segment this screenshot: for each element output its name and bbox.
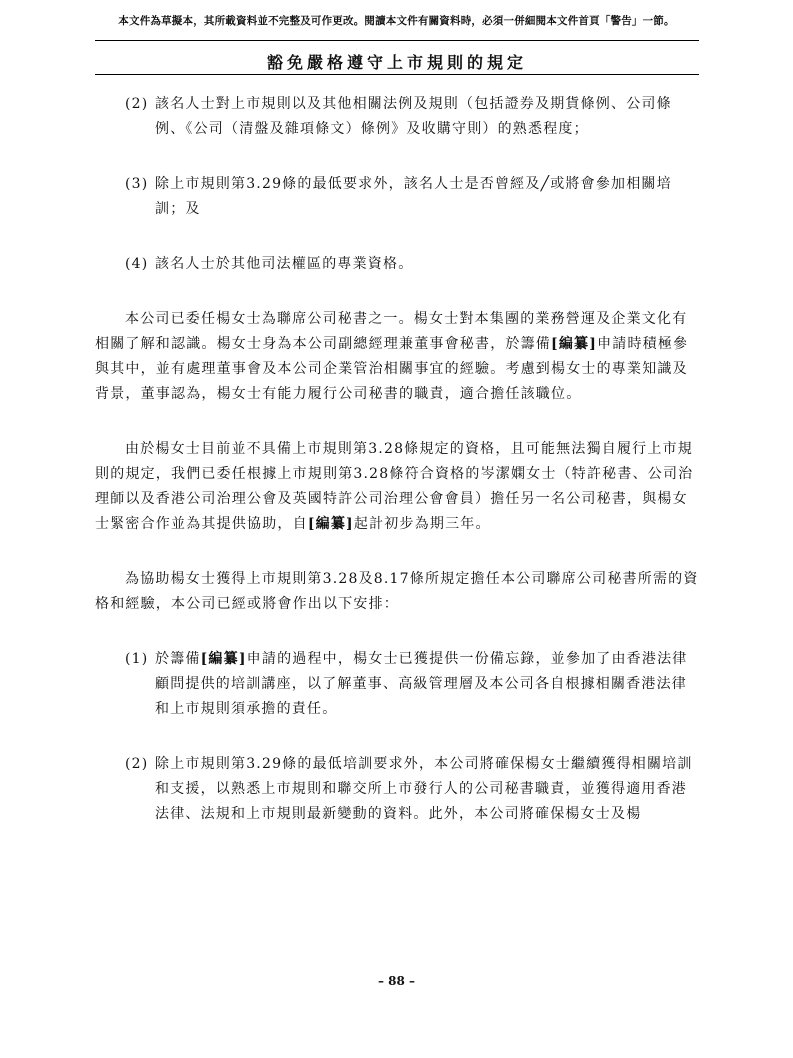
- paragraph-appointment: [95, 307, 699, 407]
- list-item-number: (4): [125, 256, 149, 272]
- paragraph-joint-secretary: [95, 437, 699, 537]
- header-rule-bottom: [95, 74, 699, 75]
- list-item: [95, 752, 699, 827]
- list-item: [95, 647, 699, 722]
- list-item-text: [155, 647, 699, 722]
- list-item-number: (1): [125, 651, 149, 667]
- redacted-marker: [編纂]: [200, 651, 247, 667]
- redacted-marker: [編纂]: [307, 516, 354, 532]
- list-item-number: (2): [125, 756, 149, 772]
- list-item: [95, 252, 699, 277]
- paragraph-text: 由於楊女士目前並不具備上市規則第3.28條規定的資格，且可能無法獨自履行上市規則的規定，我們已委任根據上市規則第3.28條符合資格的岑潔嫻女士（特許秘書、公司治理師以及香港公司治理公會及英國特許公司治理公會會員）擔任另一名公司秘書，與楊女士緊密合作並為其提供協助，自: [95, 441, 694, 532]
- paragraph-text: 起計初步為期三年。: [353, 516, 491, 532]
- list-item-text: 該名人士於其他司法權區的專業資格。: [155, 256, 414, 272]
- list-item: [95, 172, 699, 222]
- page-number: – 88 –: [377, 974, 416, 988]
- list-item-number: (3): [125, 176, 149, 192]
- paragraph-text: 本公司已委任楊女士為聯席公司秘書之一。楊女士對本集團的業務營運及企業文化有相關了解和認識。楊女士身為本公司副總經理兼董事會秘書，於籌備: [95, 311, 688, 352]
- body-content: [95, 92, 699, 857]
- list-item-text: 該名人士對上市規則以及其他相關法例及規則（包括證券及期貨條例、公司條例、《公司（清盤及雜項條文）條例》及收購守則）的熟悉程度；: [155, 96, 672, 137]
- list-item-text-part: 申請的過程中，楊女士已獲提供一份備忘錄，並參加了由香港法律顧問提供的培訓講座，以了解董事、高級管理層及本公司各自根據相關香港法律和上市規則須承擔的責任。: [155, 651, 688, 717]
- section-title: 豁免嚴格遵守上市規則的規定: [266, 53, 527, 72]
- redacted-marker: [編纂]: [551, 336, 598, 352]
- paragraph-arrangements: 為協助楊女士獲得上市規則第3.28及8.17條所規定擔任本公司聯席公司秘書所需的資格和經驗，本公司已經或將會作出以下安排：: [95, 571, 699, 612]
- header-rule-top: [95, 40, 699, 41]
- list-item-number: (2): [125, 96, 149, 112]
- paragraph-text: 申請時積極參與其中，並有處理董事會及本公司企業管治相關事宜的經驗。考慮到楊女士的專業知識及背景，董事認為，楊女士有能力履行公司秘書的職責，適合擔任該職位。: [95, 336, 689, 402]
- draft-disclaimer: 本文件為草擬本，其所載資料並不完整及可作更改。閱讀本文件有關資料時，必須一併細閱本文件首頁「警告」一節。: [118, 15, 675, 27]
- list-item-text-part: 於籌備: [155, 651, 201, 667]
- list-item-text: 除上市規則第3.29條的最低培訓要求外，本公司將確保楊女士繼續獲得相關培訓和支援，以熟悉上市規則和聯交所上市發行人的公司秘書職責，並獲得適用香港法律、法規和上市規則最新變動的資料。此外，本公司將確保楊女士及楊: [155, 756, 693, 822]
- list-item-text: 除上市規則第3.29條的最低要求外，該名人士是否曾經及╱或將會參加相關培訓；及: [155, 176, 672, 217]
- list-item: [95, 92, 699, 142]
